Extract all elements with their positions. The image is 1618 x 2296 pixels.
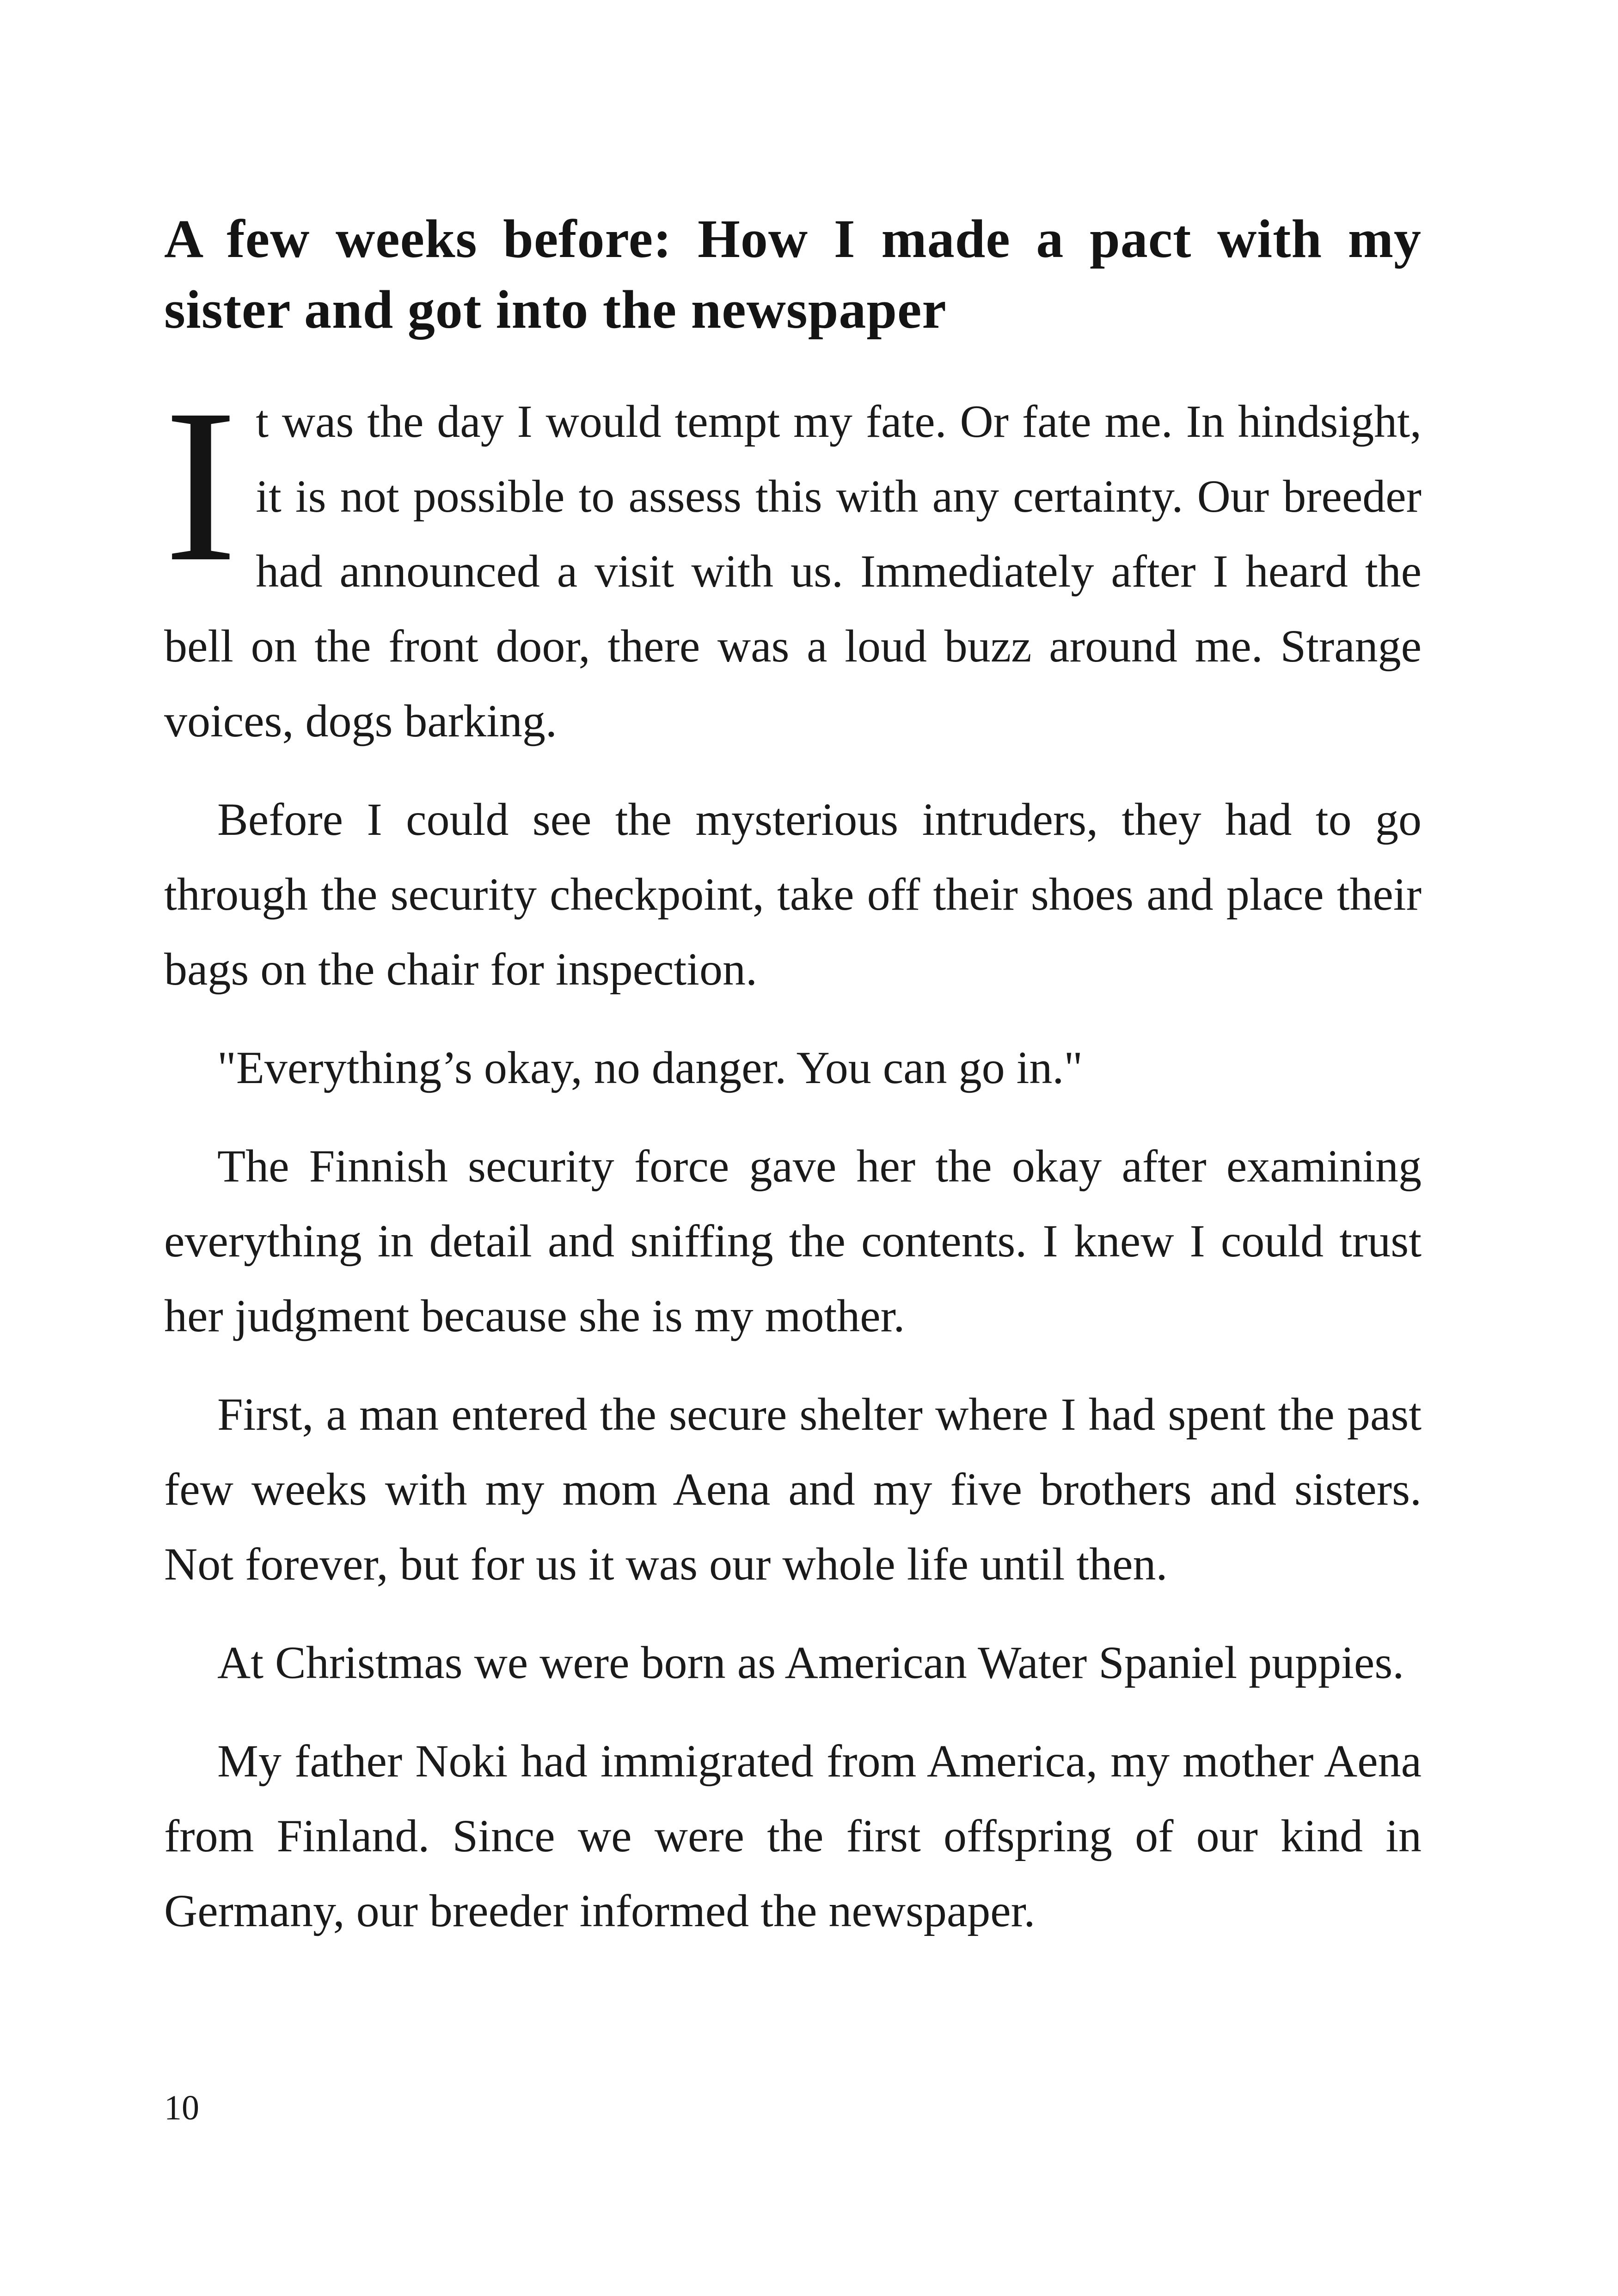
paragraph-5: First, a man entered the secure shelter where I had spent the past few weeks with my mom Aena and my five brothers and sisters. Not forever, but for us it was our whole life until then. <box>164 1389 1422 1590</box>
paragraph-3: "Everything’s okay, no danger. You can go in." <box>217 1042 1083 1093</box>
page-number: 10 <box>164 2088 199 2127</box>
drop-cap: I <box>164 364 238 607</box>
paragraph-6: At Christmas we were born as American Water Spaniel puppies. <box>217 1637 1404 1688</box>
page-content <box>164 203 1422 1972</box>
paragraph-7: My father Noki had immigrated from America, my mother Aena from Finland. Since we were the first offspring of our kind in Germany, our breeder informed the newspaper. <box>164 1735 1422 1936</box>
paragraph-1 <box>164 364 1422 759</box>
paragraph-2: Before I could see the mysterious intruders, they had to go through the security checkpoint, take off their shoes and place their bags on the chair for inspection. <box>164 794 1422 995</box>
paragraph-text: t was the day I would tempt my fate. Or fate me. In hindsight, it is not possible to assess this with any certainty. Our breeder had announced a visit with us. Immediately after I heard the bell on the front door, there was a loud buzz around me. Strange voices, dogs barking. <box>164 396 1422 747</box>
chapter-title: A few weeks before: How I made a pact with my sister and got into the newspaper <box>164 208 1422 340</box>
body-text <box>164 364 1422 1948</box>
paragraph-4: The Finnish security force gave her the okay after examining everything in detail and sniffing the contents. I knew I could trust her judgment because she is my mother. <box>164 1140 1422 1341</box>
